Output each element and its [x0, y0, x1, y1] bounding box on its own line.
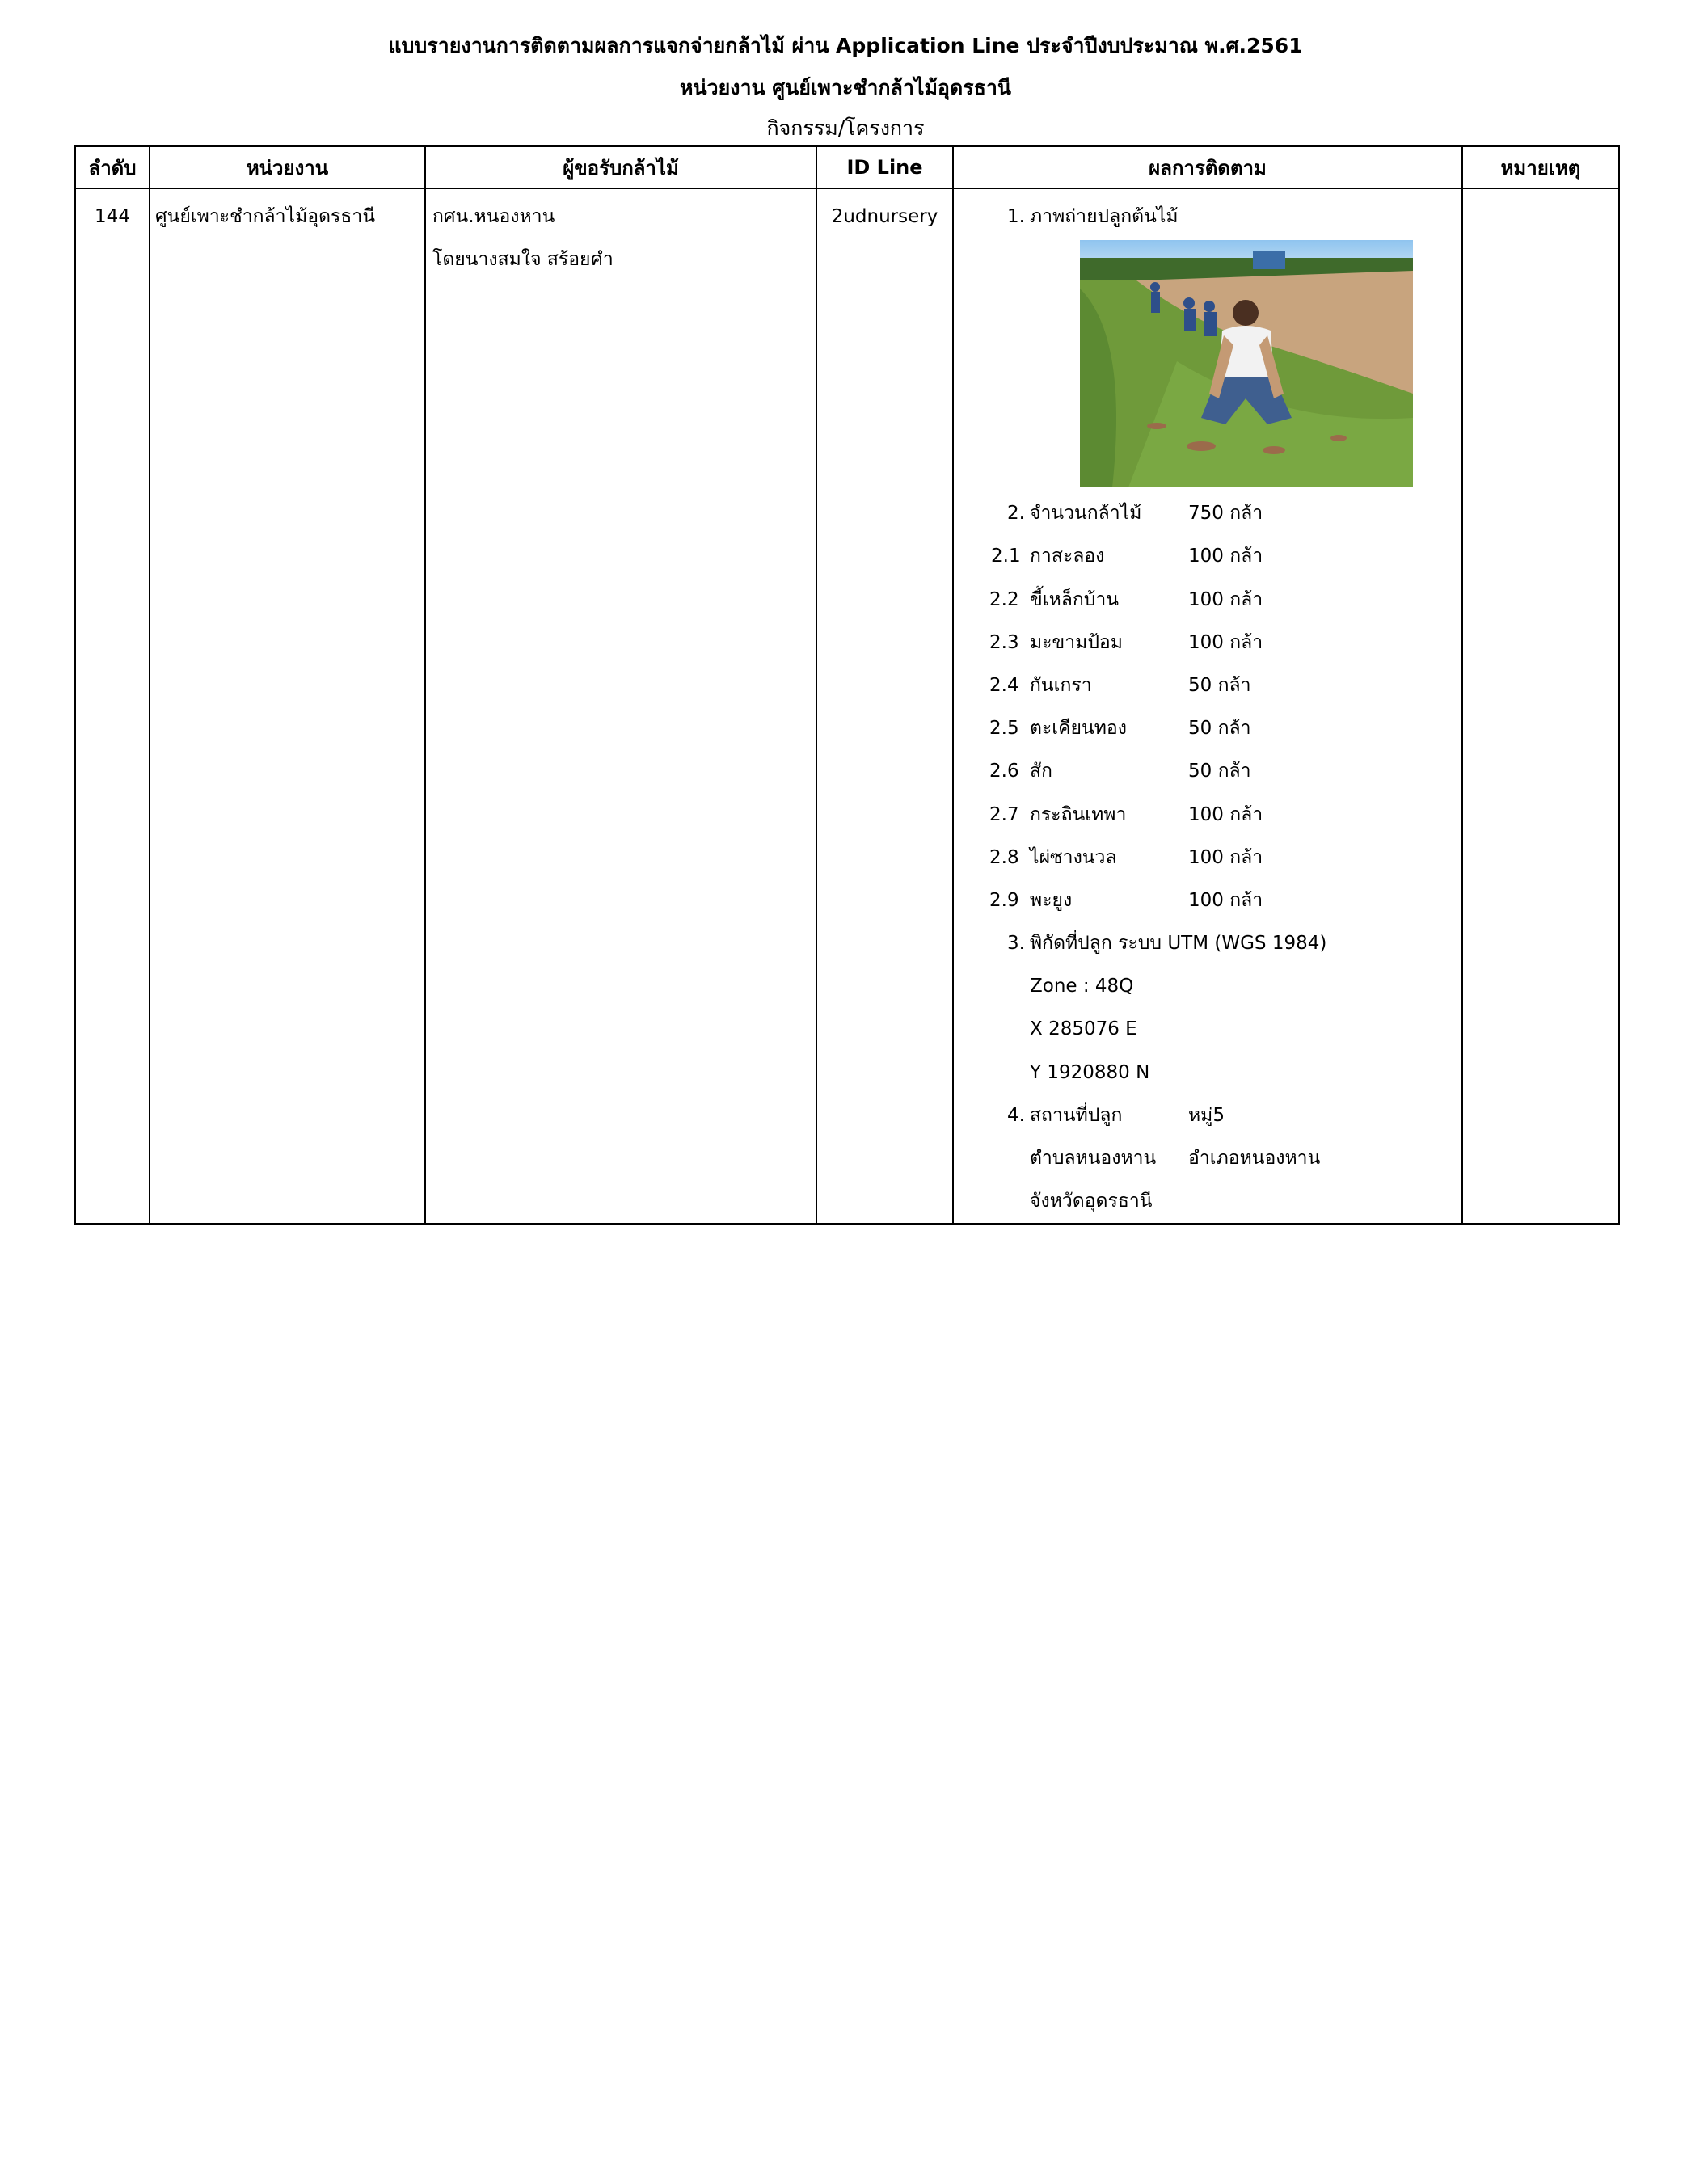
species-row: 2.5 ตะเคียนทอง 50 กล้า — [989, 718, 1251, 740]
requester-person: โดยนางสมใจ สร้อยคำ — [432, 249, 614, 270]
column-header-requester: ผู้ขอรับกล้าไม้ — [425, 146, 816, 188]
report-table — [74, 145, 1620, 1225]
activity-heading: กิจกรรม/โครงการ — [766, 116, 925, 140]
utm-x: X 285076 E — [1030, 1018, 1137, 1040]
result-cell — [953, 188, 1462, 1224]
remark-cell — [1462, 188, 1619, 1224]
species-row: 2.7 กระถินเทพา 100 กล้า — [989, 803, 1263, 825]
species-row: 2.6 สัก 50 กล้า — [989, 761, 1251, 782]
order-number: 144 — [95, 206, 130, 227]
result-item-photo: 1. ภาพถ่ายปลูกต้นไม้ — [1007, 206, 1179, 227]
column-header-unit: หน่วยงาน — [150, 146, 425, 188]
column-header-id-line: ID Line — [816, 146, 953, 188]
result-item-seedling-total: 2. จำนวนกล้าไม้ 750 กล้า — [1007, 503, 1263, 525]
column-header-result: ผลการติดตาม — [953, 146, 1462, 188]
remark-value — [1463, 189, 1618, 196]
unit-name: ศูนย์เพาะชำกล้าไม้อุดรธานี — [155, 206, 376, 227]
unit-cell — [150, 188, 425, 1224]
requester-org: กศน.หนองหาน — [432, 206, 555, 227]
result-item-location: 4. สถานที่ปลูก หมู่5 — [1007, 1104, 1225, 1126]
table-header-row — [75, 146, 1619, 188]
species-row: 2.2 ขี้เหล็กบ้าน 100 กล้า — [989, 588, 1263, 610]
location-province: จังหวัดอุดรธานี — [1030, 1191, 1153, 1212]
order-cell — [75, 188, 150, 1224]
table-row — [75, 188, 1619, 1224]
utm-y: Y 1920880 N — [1030, 1061, 1150, 1083]
result-item-coordinates: 3. พิกัดที่ปลูก ระบบ UTM (WGS 1984) — [1007, 933, 1327, 955]
column-header-remark: หมายเหตุ — [1462, 146, 1619, 188]
tree-planting-photo — [1080, 240, 1413, 487]
location-subdistrict-district: ตำบลหนองหาน อำเภอหนองหาน — [1030, 1148, 1321, 1169]
unit-heading: หน่วยงาน ศูนย์เพาะชำกล้าไม้อุดรธานี — [679, 76, 1011, 99]
species-row: 2.4 กันเกรา 50 กล้า — [989, 674, 1251, 696]
species-row: 2.9 พะยูง 100 กล้า — [989, 889, 1263, 911]
utm-zone: Zone : 48Q — [1030, 976, 1134, 997]
requester-cell — [425, 188, 816, 1224]
species-row: 2.3 มะขามป้อม 100 กล้า — [989, 631, 1263, 653]
id-line-cell — [816, 188, 953, 1224]
report-title: แบบรายงานการติดตามผลการแจกจ่ายกล้าไม้ ผ่าน Application Line ประจำปีงบประมาณ พ.ศ.2561 — [388, 34, 1303, 57]
species-row: 2.8 ไผ่ซางนวล 100 กล้า — [989, 846, 1263, 868]
id-line-value: 2udnursery — [831, 206, 938, 227]
species-row: 2.1 กาสะลอง 100 กล้า — [991, 546, 1263, 567]
column-header-order: ลำดับ — [75, 146, 150, 188]
